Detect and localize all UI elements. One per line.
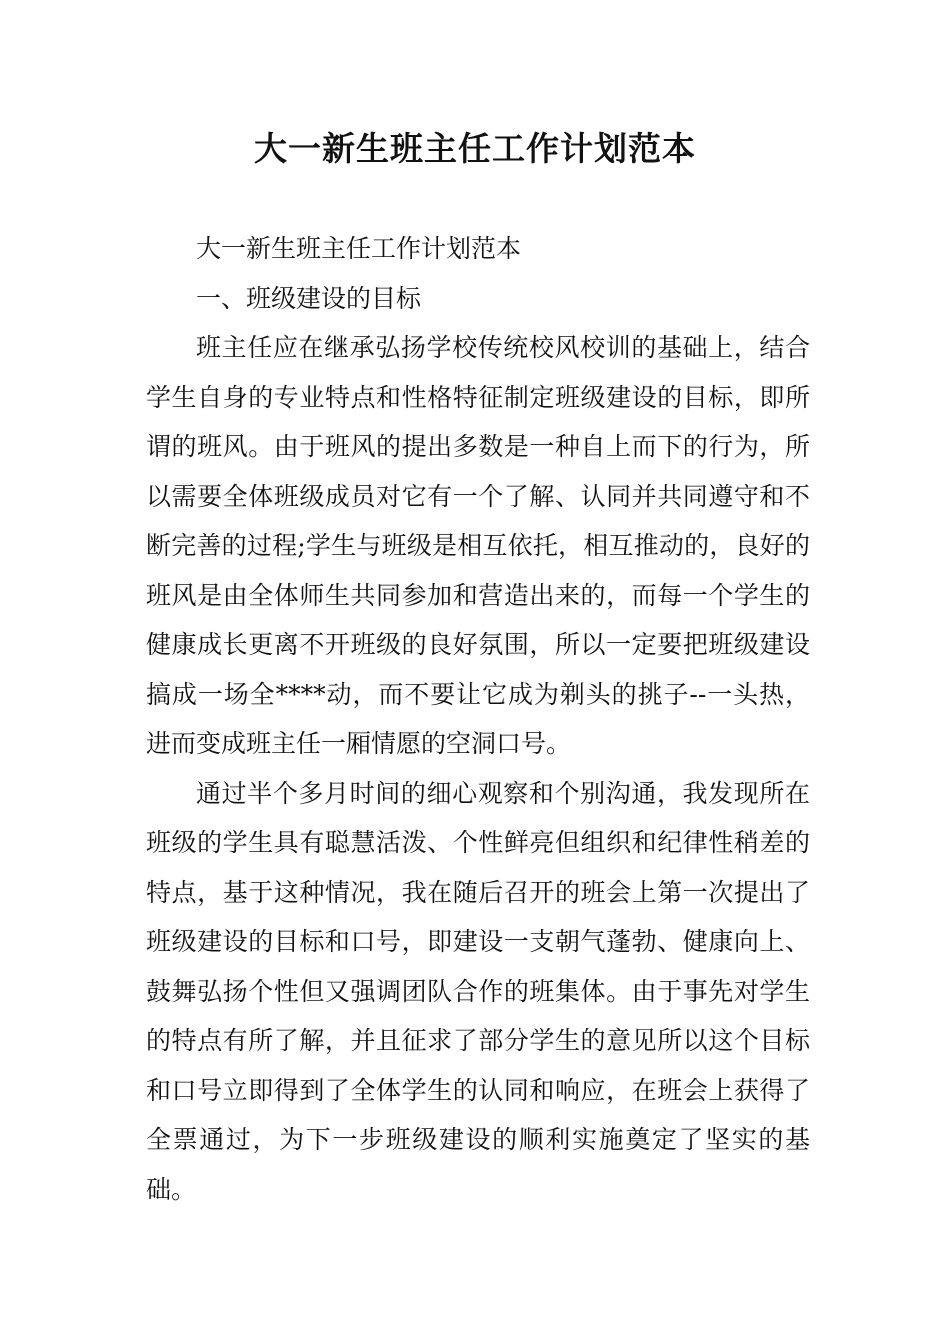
paragraph-class-goal: 班主任应在继承弘扬学校传统校风校训的基础上，结合学生自身的专业特点和性格特征制定班级建设的目标，即所谓的班风。由于班风的提出多数是一种自上而下的行为，所以需要全体班级成员对它有一个了解、认同并共同遵守和不断完善的过程;学生与班级是相互依托，相互推动的，良好的班风是由全体师生共同参加和营造出来的，而每一个学生的健康成长更离不开班级的良好氛围，所以一定要把班级建设搞成一场全****动，而不要让它成为剃头的挑子--一头热，进而变成班主任一厢情愿的空洞口号。 xyxy=(146,333,810,758)
document-title: 大一新生班主任工作计划范本 xyxy=(254,129,696,168)
document-body xyxy=(146,224,810,1214)
paragraph-observation: 通过半个多月时间的细心观察和个别沟通，我发现所在班级的学生具有聪慧活泼、个性鲜亮但组织和纪律性稍差的特点，基于这种情况，我在随后召开的班会上第一次提出了班级建设的目标和口号，即建设一支朝气蓬勃、健康向上、鼓舞弘扬个性但又强调团队合作的班集体。由于事先对学生的特点有所了解，并且征求了部分学生的意见所以这个目标和口号立即得到了全体学生的认同和响应，在班会上获得了全票通过，为下一步班级建设的顺利实施奠定了坚实的基础。 xyxy=(146,778,810,1204)
paragraph-subtitle: 大一新生班主任工作计划范本 xyxy=(196,234,522,263)
section-heading: 一、班级建设的目标 xyxy=(196,283,422,313)
